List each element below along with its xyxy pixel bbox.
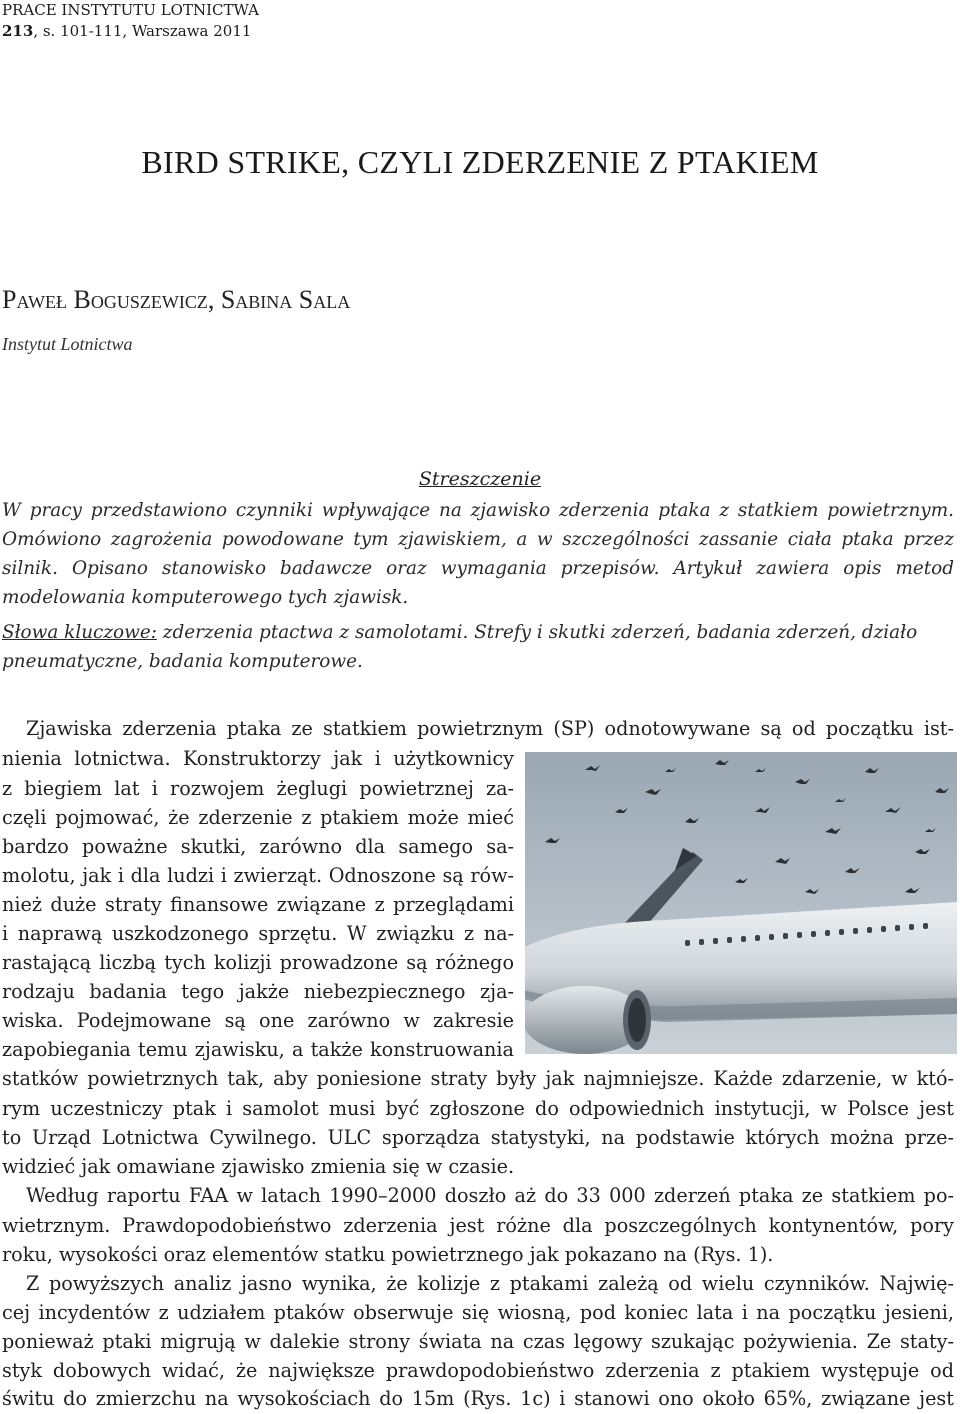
journal-header <box>2 0 259 42</box>
body-line: statków powietrznych tak, aby poniesione straty były jak najmniejsze. Każde zdarzenie, w któ- <box>2 1067 954 1090</box>
journal-name: PRACE INSTYTUTU LOTNICTWA <box>2 1 260 19</box>
paper-title: BIRD STRIKE, CZYLI ZDERZENIE Z PTAKIEM <box>141 144 819 180</box>
body-line: to Urząd Lotnictwa Cywilnego. ULC sporządza statystyki, na podstawie których można prze- <box>2 1126 954 1149</box>
body-line: Według raportu FAA w latach 1990–2000 doszło aż do 33 000 zderzeń ptaka ze statkiem po- <box>26 1184 954 1207</box>
airplane-birds-photo <box>525 752 957 1054</box>
body-line: wiska. Podejmowane są one zarówno w zakresie <box>2 1009 514 1032</box>
body-line: rastającą liczbą tych kolizji prowadzone są różnego <box>2 951 514 974</box>
paper-authors: Paweł Boguszewicz, Sabina Sala <box>2 285 351 314</box>
body-line: częli pojmować, że zderzenie z ptakiem może mieć <box>2 806 514 829</box>
body-line: wietrznym. Prawdopodobieństwo zderzenia jest różne dla poszczególnych kontynentów, pory <box>2 1214 954 1237</box>
abstract-heading: Streszczenie <box>418 468 542 490</box>
body-line: Z powyższych analiz jasno wynika, że kolizje z ptakami zależą od wielu czynników. Najwię- <box>26 1272 954 1295</box>
keywords-label: Słowa kluczowe: <box>2 622 157 643</box>
body-line: zapobiegania temu zjawisku, a także konstruowania <box>2 1038 514 1061</box>
keywords-text: zderzenia ptactwa z samolotami. Strefy i skutki zderzeń, badania zderzeń, działo pneumatyczne, badania komputerowe. <box>2 622 918 672</box>
body-line: roku, wysokości oraz elementów statku powietrznego jak pokazano na (Rys. 1). <box>2 1243 774 1266</box>
abstract-text: W pracy przedstawiono czynniki wpływające na zjawisko zderzenia ptaka z statkiem powietrznym. Omówiono zagrożenia powodowane tym zjawiskiem, a w szczególności zassanie ciała ptaka przez silnik. Opisano stanowisko badawcze oraz wymagania przepisów. Artykuł zawiera opis metod modelowania komputerowego tych zjawisk. <box>2 500 954 608</box>
body-line: molotu, jak i dla ludzi i zwierząt. Odnoszone są rów- <box>2 864 514 887</box>
paper-affiliation: Instytut Lotnictwa <box>2 334 133 354</box>
body-line: rym uczestniczy ptak i samolot musi być zgłoszone do odpowiednich instytucji, w Polsce jest <box>2 1097 954 1120</box>
body-line: i naprawą uszkodzonego sprzętu. W związku z na- <box>2 922 514 945</box>
body-line: nież duże straty finansowe związane z przeglądami <box>2 893 514 916</box>
journal-issue: 213, s. 101-111, Warszawa 2011 <box>2 22 252 40</box>
body-line: Zjawiska zderzenia ptaka ze statkiem powietrznym (SP) odnotowywane są od początku ist- <box>26 717 954 740</box>
body-line: z biegiem lat i rozwojem żeglugi powietrznej za- <box>2 777 514 800</box>
body-line: ponieważ ptaki migrują w dalekie strony świata na czas lęgowy szukając pożywienia. Ze staty- <box>2 1330 954 1353</box>
keywords <box>2 618 954 676</box>
body-line: nienia lotnictwa. Konstruktorzy jak i użytkownicy <box>2 747 514 770</box>
body-line: bardzo poważne skutki, zarówno dla samego sa- <box>2 835 514 858</box>
body-line: cej incydentów z udziałem ptaków obserwuje się wiosną, pod koniec lata i na początku jesieni, <box>2 1301 954 1324</box>
body-line: świtu do zmierzchu na wysokościach do 15m (Rys. 1c) i stanowi ono około 65%, związane jest <box>2 1387 954 1410</box>
body-line: rodzaju badania tego jakże niebezpiecznego zja- <box>2 980 514 1003</box>
body-line: styk dobowych widać, że największe prawdopodobieństwo zderzenia z ptakiem występuje od <box>2 1359 954 1382</box>
body-line: widzieć jak omawiane zjawisko zmienia się w czasie. <box>2 1155 515 1178</box>
